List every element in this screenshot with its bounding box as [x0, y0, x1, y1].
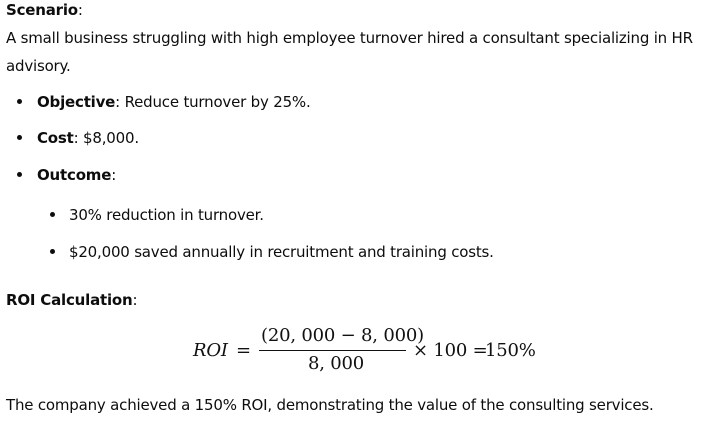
- bullet-dot-cost: [17, 135, 22, 140]
- bullet-cost-label: Cost: [37, 129, 74, 147]
- roi-multiplier: × 100 =: [413, 340, 488, 361]
- bullet-dot-outcome: [17, 172, 22, 177]
- bullet-cost-colon: :: [73, 129, 79, 147]
- scenario-heading-label: Scenario: [6, 1, 78, 19]
- roi-numerator: (20, 000 − 8, 000): [261, 325, 424, 346]
- roi-result: 150%: [485, 340, 536, 361]
- outcome-item-reduction: 30% reduction in turnover.: [69, 206, 264, 224]
- bullet-objective-value: Reduce turnover by 25%.: [120, 93, 311, 111]
- roi-heading-colon: :: [132, 291, 138, 309]
- conclusion-text: The company achieved a 150% ROI, demonstrating the value of the consulting services.: [6, 396, 654, 414]
- roi-equals-sign: =: [236, 340, 251, 361]
- bullet-objective-colon: :: [115, 93, 121, 111]
- scenario-text-line1: A small business struggling with high employee turnover hired a consultant specializing in HR: [6, 29, 693, 47]
- fraction-bar: [259, 350, 406, 351]
- roi-heading-label: ROI Calculation: [6, 291, 133, 309]
- bullet-objective-label: Objective: [37, 93, 116, 111]
- scenario-heading-colon: :: [77, 1, 83, 19]
- sub-bullet-dot-2: [50, 249, 55, 254]
- roi-heading: [6, 290, 137, 310]
- scenario-text-line2: advisory.: [6, 57, 71, 75]
- bullet-outcome-label: Outcome: [37, 166, 112, 184]
- bullet-dot-objective: [17, 99, 22, 104]
- sub-bullet-dot-1: [50, 212, 55, 217]
- bullet-objective: [37, 92, 311, 112]
- bullet-cost-value: $8,000.: [78, 129, 139, 147]
- outcome-item-savings: $20,000 saved annually in recruitment and training costs.: [69, 243, 494, 261]
- bullet-cost: [37, 128, 139, 148]
- bullet-outcome: [37, 165, 116, 185]
- roi-denominator: 8, 000: [308, 353, 365, 374]
- roi-lhs: ROI: [193, 340, 228, 361]
- scenario-heading: [6, 0, 83, 20]
- bullet-outcome-colon: :: [111, 166, 117, 184]
